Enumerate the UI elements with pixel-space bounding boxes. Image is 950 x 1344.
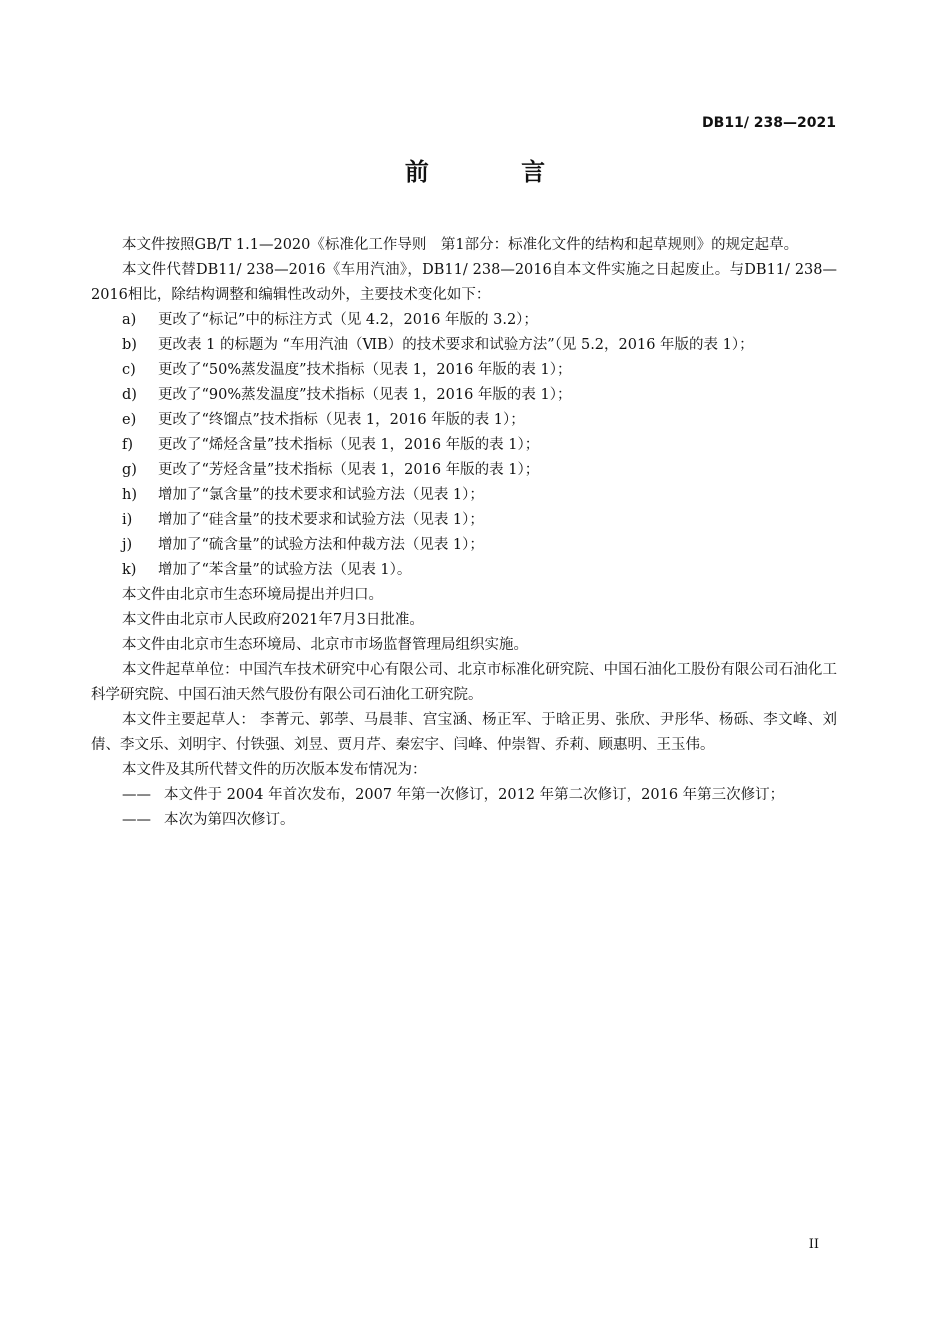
list-item-text: 增加了“硅含量”的技术要求和试验方法（见表 1）； xyxy=(158,512,484,528)
list-item xyxy=(91,533,837,558)
list-item-text: 更改了“烯烃含量”技术指标（见表 1，2016 年版的表 1）； xyxy=(158,437,540,453)
history-list xyxy=(91,783,837,833)
list-item xyxy=(91,308,837,333)
list-item xyxy=(91,458,837,483)
list-item xyxy=(91,808,837,833)
list-item xyxy=(91,383,837,408)
paragraph-proposer: 本文件由北京市生态环境局提出并归口。 xyxy=(122,587,383,603)
list-item-text: 增加了“苯含量”的试验方法（见表 1）。 xyxy=(158,562,412,578)
document-code: DB11/ 238—2021 xyxy=(702,115,836,131)
list-item-text: 更改了“50%蒸发温度”技术指标（见表 1，2016 年版的表 1）； xyxy=(158,362,572,378)
list-marker: c) xyxy=(122,362,136,378)
list-item xyxy=(91,508,837,533)
list-item-text: 增加了“氯含量”的技术要求和试验方法（见表 1）； xyxy=(158,487,484,503)
paragraph-drafting-units: 本文件起草单位：中国汽车技术研究中心有限公司、北京市标准化研究院、中国石油化工股份有限公司石油化工科学研究院、中国石油天然气股份有限公司石油化工研究院。 xyxy=(91,662,837,703)
list-item-text: 本文件于 2004 年首次发布，2007 年第一次修订，2012 年第二次修订，2016 年第三次修订； xyxy=(164,787,785,803)
list-marker: g) xyxy=(122,462,137,478)
list-marker: d) xyxy=(122,387,137,403)
paragraph-replacement: 本文件代替DB11/ 238—2016《车用汽油》，DB11/ 238—2016自本文件实施之日起废止。与DB11/ 238—2016相比，除结构调整和编辑性改动外，主要技术变化如下： xyxy=(91,262,837,303)
paragraph-drafting-rule: 本文件按照GB/T 1.1—2020《标准化工作导则 第1部分：标准化文件的结构和起草规则》的规定起草。 xyxy=(122,237,799,253)
paragraph-approval: 本文件由北京市人民政府2021年7月3日批准。 xyxy=(122,612,424,628)
page-title: 前 言 xyxy=(404,158,588,186)
dash-marker: —— xyxy=(122,812,151,828)
list-marker: j) xyxy=(122,537,133,553)
document-body xyxy=(91,233,837,833)
paragraph-drafters: 本文件主要起草人： 李菁元、郭荸、马晨菲、宫宝涵、杨正军、于晗正男、张欣、尹彤华、杨砾、李文峰、刘倩、李文乐、刘明宇、付铁强、刘昱、贾月芹、秦宏宇、闫峰、仲崇智、乔莉、顾惠明、王玉伟。 xyxy=(91,712,837,753)
list-marker: k) xyxy=(122,562,137,578)
list-item xyxy=(91,433,837,458)
paragraph-history-intro: 本文件及其所代替文件的历次版本发布情况为： xyxy=(122,762,427,778)
list-item-text: 更改了“90%蒸发温度”技术指标（见表 1，2016 年版的表 1）； xyxy=(158,387,572,403)
list-item-text: 更改了“终馏点”技术指标（见表 1，2016 年版的表 1）； xyxy=(158,412,525,428)
list-marker: f) xyxy=(122,437,134,453)
changes-list xyxy=(91,308,837,583)
paragraph-implementation: 本文件由北京市生态环境局、北京市市场监督管理局组织实施。 xyxy=(122,637,528,653)
list-item xyxy=(91,408,837,433)
list-item-text: 增加了“硫含量”的试验方法和仲裁方法（见表 1）； xyxy=(158,537,484,553)
list-marker: h) xyxy=(122,487,137,503)
list-item-text: 本次为第四次修订。 xyxy=(164,812,295,828)
page-number: II xyxy=(808,1237,819,1252)
list-marker: e) xyxy=(122,412,137,428)
list-item-text: 更改了“标记”中的标注方式（见 4.2，2016 年版的 3.2）； xyxy=(158,312,538,328)
list-marker: a) xyxy=(122,312,137,328)
dash-marker: —— xyxy=(122,787,151,803)
list-item xyxy=(91,358,837,383)
list-marker: i) xyxy=(122,512,133,528)
list-item-text: 更改表 1 的标题为 “车用汽油（ⅥB）的技术要求和试验方法”（见 5.2，2016 年版的表 1）； xyxy=(158,337,754,353)
list-item xyxy=(91,558,837,583)
list-item xyxy=(91,483,837,508)
list-item-text: 更改了“芳烃含量”技术指标（见表 1，2016 年版的表 1）； xyxy=(158,462,540,478)
list-item xyxy=(91,783,837,808)
list-item xyxy=(91,333,837,358)
list-marker: b) xyxy=(122,337,137,353)
